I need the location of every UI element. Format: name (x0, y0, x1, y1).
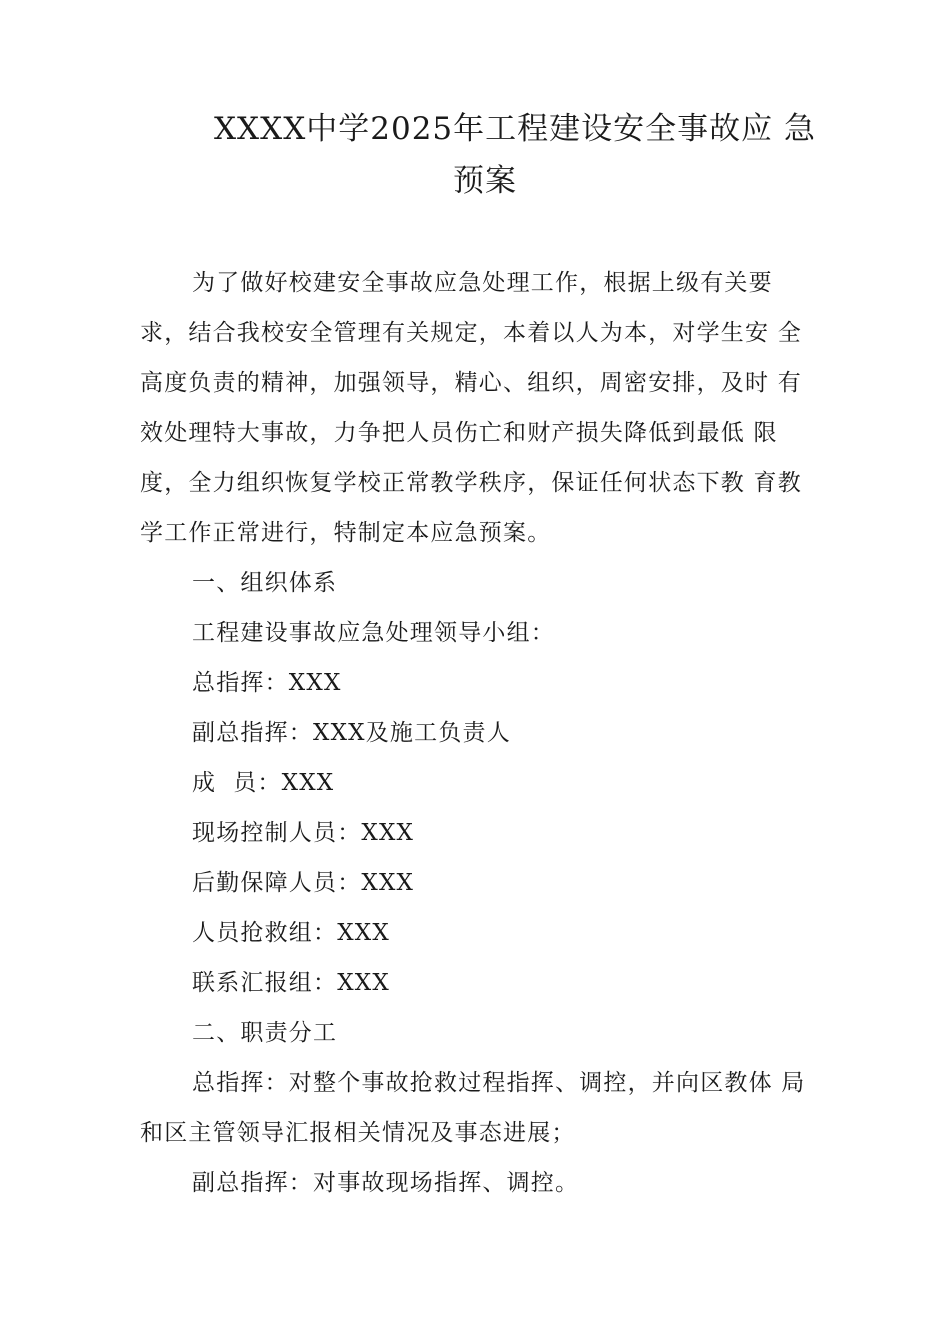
intro-line-4: 效处理特大事故，力争把人员伤亡和财产损失降低到最低 限 (140, 420, 778, 446)
role-members: 成 员：XXX (192, 770, 335, 796)
document-title-line-2: 预案 (453, 163, 517, 199)
role-deputy-commander: 副总指挥：XXX及施工负责人 (192, 720, 511, 746)
intro-line-5: 度，全力组织恢复学校正常教学秩序，保证任何状态下教 育教 (140, 470, 802, 496)
role-site-control: 现场控制人员：XXX (192, 820, 415, 846)
section-heading-organization: 一、组织体系 (192, 570, 338, 596)
role-logistics: 后勤保障人员：XXX (192, 870, 415, 896)
intro-line-6: 学工作正常进行，特制定本应急预案。 (140, 520, 552, 546)
duty-chief-line-1: 总指挥：对整个事故抢救过程指挥、调控，并向区教体 局 (192, 1070, 806, 1096)
role-chief-commander: 总指挥：XXX (192, 670, 342, 696)
intro-line-1: 为了做好校建安全事故应急处理工作，根据上级有关要 (192, 270, 773, 296)
leadership-group-title: 工程建设事故应急处理领导小组： (192, 620, 555, 646)
role-liaison-group: 联系汇报组：XXX (192, 970, 390, 996)
intro-line-2: 求，结合我校安全管理有关规定，本着以人为本，对学生安 全 (140, 320, 802, 346)
duty-deputy: 副总指挥：对事故现场指挥、调控。 (192, 1170, 580, 1196)
document-title-line-1: XXXX中学2025年工程建设安全事故应 急 (213, 111, 817, 147)
duty-chief-line-2: 和区主管领导汇报相关情况及事态进展； (140, 1120, 576, 1146)
section-heading-duties: 二、职责分工 (192, 1020, 338, 1046)
role-rescue-group: 人员抢救组：XXX (192, 920, 390, 946)
intro-line-3: 高度负责的精神，加强领导，精心、组织，周密安排，及时 有 (140, 370, 802, 396)
